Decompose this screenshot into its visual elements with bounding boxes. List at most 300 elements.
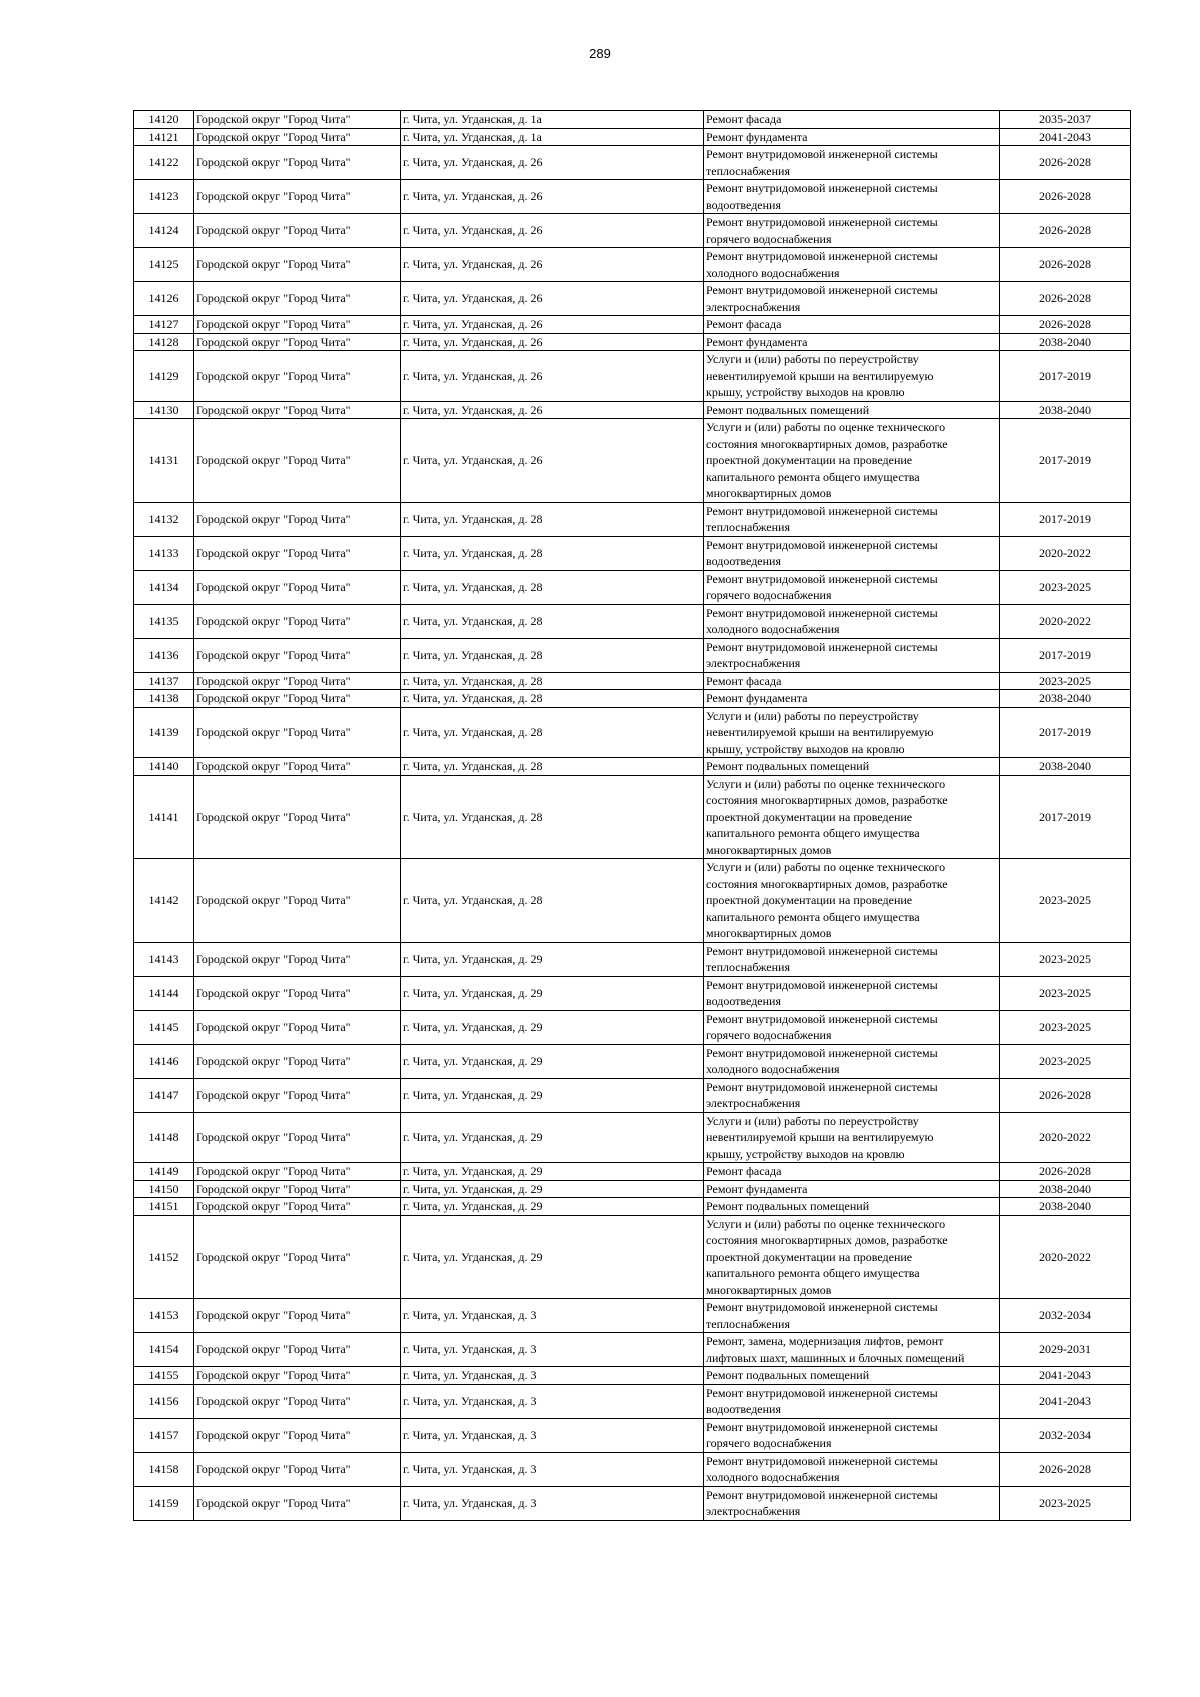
table-row — [134, 214, 1131, 248]
row-number-cell: 14143 — [134, 942, 194, 976]
work-type-line: электроснабжения — [706, 656, 801, 670]
municipality-cell: Городской округ "Город Чита" — [194, 638, 401, 672]
work-type-line: Услуги и (или) работы по оценке технического — [706, 860, 946, 874]
work-type-line: Ремонт внутридомовой инженерной системы — [706, 571, 938, 586]
municipality-cell: Городской округ "Город Чита" — [194, 111, 401, 129]
work-type-line: теплоснабжения — [706, 1316, 790, 1331]
table-row — [134, 638, 1131, 672]
work-type-line: состояния многоквартирных домов, разработке — [706, 436, 948, 451]
table-row — [134, 128, 1131, 146]
period-cell: 2026-2028 — [1000, 282, 1131, 316]
work-type-cell — [704, 282, 1000, 316]
work-type-line: Ремонт фасада — [706, 673, 782, 688]
work-type-line: Ремонт фундамента — [706, 129, 808, 144]
address-cell: г. Чита, ул. Угданская, д. 1а — [401, 111, 704, 129]
period-cell: 2023-2025 — [1000, 976, 1131, 1010]
work-type-line: Услуги и (или) работы по оценке технического — [706, 1216, 946, 1231]
row-number-cell: 14121 — [134, 128, 194, 146]
row-number-cell: 14147 — [134, 1078, 194, 1112]
row-number-cell: 14145 — [134, 1010, 194, 1044]
table-row — [134, 401, 1131, 419]
table-row — [134, 419, 1131, 503]
work-type-line: Ремонт внутридомовой инженерной системы — [706, 1300, 938, 1314]
address-cell: г. Чита, ул. Угданская, д. 26 — [401, 146, 704, 180]
work-type-line: холодного водоснабжения — [706, 265, 840, 280]
row-number-cell: 14129 — [134, 351, 194, 402]
address-cell: г. Чита, ул. Угданская, д. 26 — [401, 180, 704, 214]
row-number-cell: 14128 — [134, 333, 194, 351]
work-type-line: горячего водоснабжения — [706, 1436, 832, 1450]
work-type-line: Ремонт внутридомовой инженерной системы — [706, 181, 938, 195]
work-type-cell — [704, 1044, 1000, 1078]
municipality-cell: Городской округ "Город Чита" — [194, 128, 401, 146]
row-number-cell: 14127 — [134, 316, 194, 334]
address-cell: г. Чита, ул. Угданская, д. 28 — [401, 570, 704, 604]
row-number-cell: 14132 — [134, 502, 194, 536]
work-type-line: Ремонт фасада — [706, 1164, 782, 1178]
table-row — [134, 1010, 1131, 1044]
table-row — [134, 707, 1131, 758]
work-type-cell — [704, 690, 1000, 708]
municipality-cell: Городской округ "Город Чита" — [194, 1112, 401, 1163]
address-cell: г. Чита, ул. Угданская, д. 3 — [401, 1418, 704, 1452]
work-type-line: Ремонт внутридомовой инженерной системы — [706, 1385, 938, 1400]
table-row — [134, 1198, 1131, 1216]
work-type-line: проектной документации на проведение — [706, 893, 913, 907]
table-row — [134, 351, 1131, 402]
address-cell: г. Чита, ул. Угданская, д. 3 — [401, 1333, 704, 1367]
row-number-cell: 14158 — [134, 1452, 194, 1486]
work-type-cell — [704, 758, 1000, 776]
row-number-cell: 14159 — [134, 1486, 194, 1520]
work-type-line: Ремонт внутридомовой инженерной системы — [706, 249, 938, 263]
period-cell: 2023-2025 — [1000, 672, 1131, 690]
work-type-cell — [704, 1384, 1000, 1418]
work-type-line: невентилируемой крыши на вентилируемую — [706, 1130, 934, 1144]
work-type-cell — [704, 570, 1000, 604]
address-cell: г. Чита, ул. Угданская, д. 28 — [401, 604, 704, 638]
work-type-line: Ремонт внутридомовой инженерной системы — [706, 503, 938, 518]
work-type-line: горячего водоснабжения — [706, 231, 832, 246]
period-cell: 2020-2022 — [1000, 1112, 1131, 1163]
work-type-cell — [704, 775, 1000, 859]
table-row — [134, 758, 1131, 776]
address-cell: г. Чита, ул. Угданская, д. 28 — [401, 859, 704, 943]
period-cell: 2038-2040 — [1000, 1198, 1131, 1216]
work-type-line: Услуги и (или) работы по оценке технического — [706, 776, 946, 791]
table-row — [134, 1384, 1131, 1418]
address-cell: г. Чита, ул. Угданская, д. 28 — [401, 707, 704, 758]
municipality-cell: Городской округ "Город Чита" — [194, 1198, 401, 1216]
work-type-cell — [704, 180, 1000, 214]
work-type-line: холодного водоснабжения — [706, 1470, 840, 1484]
period-cell: 2041-2043 — [1000, 128, 1131, 146]
work-type-cell — [704, 604, 1000, 638]
work-type-line: Ремонт внутридомовой инженерной системы — [706, 977, 938, 992]
work-type-cell — [704, 146, 1000, 180]
work-type-line: Услуги и (или) работы по переустройству — [706, 352, 919, 366]
address-cell: г. Чита, ул. Угданская, д. 29 — [401, 976, 704, 1010]
work-type-line: крышу, устройству выходов на кровлю — [706, 1146, 905, 1161]
municipality-cell: Городской округ "Город Чита" — [194, 1215, 401, 1299]
table-row — [134, 1333, 1131, 1367]
period-cell: 2026-2028 — [1000, 1078, 1131, 1112]
row-number-cell: 14135 — [134, 604, 194, 638]
row-number-cell: 14148 — [134, 1112, 194, 1163]
table-row — [134, 775, 1131, 859]
work-type-cell — [704, 1180, 1000, 1198]
work-type-line: Услуги и (или) работы по переустройству — [706, 1113, 919, 1128]
row-number-cell: 14131 — [134, 419, 194, 503]
work-type-line: многоквартирных домов — [706, 1282, 832, 1297]
row-number-cell: 14136 — [134, 638, 194, 672]
address-cell: г. Чита, ул. Угданская, д. 26 — [401, 248, 704, 282]
work-type-line: Ремонт внутридомовой инженерной системы — [706, 639, 938, 654]
work-type-line: Ремонт внутридомовой инженерной системы — [706, 1079, 938, 1094]
work-type-line: Ремонт внутридомовой инженерной системы — [706, 1487, 938, 1502]
work-type-line: Ремонт внутридомовой инженерной системы — [706, 605, 938, 620]
row-number-cell: 14152 — [134, 1215, 194, 1299]
work-type-line: Услуги и (или) работы по переустройству — [706, 708, 919, 723]
work-type-line: водоотведения — [706, 197, 781, 212]
row-number-cell: 14157 — [134, 1418, 194, 1452]
municipality-cell: Городской округ "Город Чита" — [194, 1418, 401, 1452]
work-type-line: невентилируемой крыши на вентилируемую — [706, 368, 934, 383]
work-type-cell — [704, 1418, 1000, 1452]
table-row — [134, 111, 1131, 129]
municipality-cell: Городской округ "Город Чита" — [194, 419, 401, 503]
work-type-line: проектной документации на проведение — [706, 453, 913, 467]
work-type-line: теплоснабжения — [706, 163, 790, 178]
work-type-line: холодного водоснабжения — [706, 1062, 840, 1076]
row-number-cell: 14125 — [134, 248, 194, 282]
work-type-line: Ремонт внутридомовой инженерной системы — [706, 1011, 938, 1026]
address-cell: г. Чита, ул. Угданская, д. 28 — [401, 502, 704, 536]
municipality-cell: Городской округ "Город Чита" — [194, 1299, 401, 1333]
municipality-cell: Городской округ "Город Чита" — [194, 1180, 401, 1198]
work-type-line: теплоснабжения — [706, 960, 790, 974]
municipality-cell: Городской округ "Город Чита" — [194, 707, 401, 758]
address-cell: г. Чита, ул. Угданская, д. 26 — [401, 333, 704, 351]
row-number-cell: 14146 — [134, 1044, 194, 1078]
work-type-line: Ремонт фасада — [706, 317, 782, 331]
period-cell: 2038-2040 — [1000, 758, 1131, 776]
row-number-cell: 14144 — [134, 976, 194, 1010]
address-cell: г. Чита, ул. Угданская, д. 29 — [401, 1010, 704, 1044]
work-type-line: лифтовых шахт, машинных и блочных помещений — [706, 1350, 965, 1365]
row-number-cell: 14155 — [134, 1367, 194, 1385]
municipality-cell: Городской округ "Город Чита" — [194, 214, 401, 248]
work-type-line: многоквартирных домов — [706, 486, 832, 500]
work-type-line: Ремонт внутридомовой инженерной системы — [706, 1045, 938, 1060]
row-number-cell: 14124 — [134, 214, 194, 248]
work-type-cell — [704, 316, 1000, 334]
work-type-line: состояния многоквартирных домов, разработке — [706, 793, 948, 807]
period-cell: 2026-2028 — [1000, 248, 1131, 282]
municipality-cell: Городской округ "Город Чита" — [194, 536, 401, 570]
address-cell: г. Чита, ул. Угданская, д. 3 — [401, 1299, 704, 1333]
period-cell: 2038-2040 — [1000, 333, 1131, 351]
work-type-line: Ремонт внутридомовой инженерной системы — [706, 943, 938, 958]
table-body — [134, 111, 1131, 1521]
work-type-cell — [704, 248, 1000, 282]
work-type-line: Ремонт подвальных помещений — [706, 1199, 870, 1213]
municipality-cell: Городской округ "Город Чита" — [194, 401, 401, 419]
address-cell: г. Чита, ул. Угданская, д. 29 — [401, 1215, 704, 1299]
address-cell: г. Чита, ул. Угданская, д. 28 — [401, 672, 704, 690]
work-type-cell — [704, 128, 1000, 146]
work-type-cell — [704, 111, 1000, 129]
work-type-cell — [704, 976, 1000, 1010]
work-type-line: Ремонт подвальных помещений — [706, 1368, 870, 1382]
work-type-cell — [704, 1163, 1000, 1181]
work-type-line: Ремонт фундамента — [706, 1181, 808, 1196]
table-row — [134, 1112, 1131, 1163]
table-row — [134, 316, 1131, 334]
period-cell: 2038-2040 — [1000, 401, 1131, 419]
work-type-line: электроснабжения — [706, 1096, 801, 1110]
work-type-line: Ремонт фундамента — [706, 691, 808, 705]
address-cell: г. Чита, ул. Угданская, д. 1а — [401, 128, 704, 146]
work-type-cell — [704, 401, 1000, 419]
table-row — [134, 1299, 1131, 1333]
row-number-cell: 14149 — [134, 1163, 194, 1181]
work-type-cell — [704, 942, 1000, 976]
row-number-cell: 14122 — [134, 146, 194, 180]
address-cell: г. Чита, ул. Угданская, д. 28 — [401, 758, 704, 776]
work-type-cell — [704, 1010, 1000, 1044]
work-type-cell — [704, 1333, 1000, 1367]
table-row — [134, 1215, 1131, 1299]
municipality-cell: Городской округ "Город Чита" — [194, 1333, 401, 1367]
page-number: 289 — [589, 46, 611, 61]
work-type-line: электроснабжения — [706, 1504, 801, 1518]
row-number-cell: 14142 — [134, 859, 194, 943]
period-cell: 2017-2019 — [1000, 502, 1131, 536]
work-type-line: водоотведения — [706, 1402, 781, 1416]
table-row — [134, 672, 1131, 690]
municipality-cell: Городской округ "Город Чита" — [194, 248, 401, 282]
municipality-cell: Городской округ "Город Чита" — [194, 1163, 401, 1181]
work-type-line: капитального ремонта общего имущества — [706, 826, 920, 840]
address-cell: г. Чита, ул. Угданская, д. 28 — [401, 638, 704, 672]
work-type-cell — [704, 1486, 1000, 1520]
table-row — [134, 282, 1131, 316]
work-type-line: многоквартирных домов — [706, 926, 832, 940]
period-cell: 2032-2034 — [1000, 1299, 1131, 1333]
row-number-cell: 14151 — [134, 1198, 194, 1216]
address-cell: г. Чита, ул. Угданская, д. 26 — [401, 401, 704, 419]
period-cell: 2026-2028 — [1000, 316, 1131, 334]
table-row — [134, 690, 1131, 708]
period-cell: 2026-2028 — [1000, 1452, 1131, 1486]
period-cell: 2017-2019 — [1000, 775, 1131, 859]
period-cell: 2023-2025 — [1000, 570, 1131, 604]
period-cell: 2026-2028 — [1000, 180, 1131, 214]
table-row — [134, 333, 1131, 351]
work-type-cell — [704, 536, 1000, 570]
work-type-line: состояния многоквартирных домов, разработке — [706, 876, 948, 891]
work-type-line: Ремонт внутридомовой инженерной системы — [706, 1419, 938, 1434]
table-row — [134, 1486, 1131, 1520]
municipality-cell: Городской округ "Город Чита" — [194, 1452, 401, 1486]
address-cell: г. Чита, ул. Угданская, д. 26 — [401, 214, 704, 248]
municipality-cell: Городской округ "Город Чита" — [194, 180, 401, 214]
work-type-cell — [704, 638, 1000, 672]
work-type-cell — [704, 502, 1000, 536]
municipality-cell: Городской округ "Город Чита" — [194, 1078, 401, 1112]
work-type-cell — [704, 333, 1000, 351]
address-cell: г. Чита, ул. Угданская, д. 29 — [401, 1163, 704, 1181]
period-cell: 2026-2028 — [1000, 214, 1131, 248]
work-type-line: Услуги и (или) работы по оценке технического — [706, 420, 946, 434]
work-type-line: Ремонт фасада — [706, 112, 782, 126]
row-number-cell: 14154 — [134, 1333, 194, 1367]
municipality-cell: Городской округ "Город Чита" — [194, 333, 401, 351]
work-type-line: Ремонт подвальных помещений — [706, 759, 870, 773]
period-cell: 2038-2040 — [1000, 1180, 1131, 1198]
municipality-cell: Городской округ "Город Чита" — [194, 859, 401, 943]
municipality-cell: Городской округ "Город Чита" — [194, 1044, 401, 1078]
work-type-cell — [704, 419, 1000, 503]
work-type-line: проектной документации на проведение — [706, 809, 913, 824]
table-row — [134, 1163, 1131, 1181]
address-cell: г. Чита, ул. Угданская, д. 26 — [401, 316, 704, 334]
municipality-cell: Городской округ "Город Чита" — [194, 282, 401, 316]
address-cell: г. Чита, ул. Угданская, д. 29 — [401, 942, 704, 976]
municipality-cell: Городской округ "Город Чита" — [194, 976, 401, 1010]
municipality-cell: Городской округ "Город Чита" — [194, 316, 401, 334]
table-row — [134, 1452, 1131, 1486]
table-row — [134, 502, 1131, 536]
address-cell: г. Чита, ул. Угданская, д. 29 — [401, 1078, 704, 1112]
work-type-line: Ремонт, замена, модернизация лифтов, ремонт — [706, 1334, 944, 1348]
period-cell: 2020-2022 — [1000, 536, 1131, 570]
period-cell: 2023-2025 — [1000, 1010, 1131, 1044]
work-type-cell — [704, 1215, 1000, 1299]
municipality-cell: Городской округ "Город Чита" — [194, 758, 401, 776]
work-type-line: Ремонт внутридомовой инженерной системы — [706, 215, 938, 229]
address-cell: г. Чита, ул. Угданская, д. 3 — [401, 1486, 704, 1520]
work-type-line: Ремонт внутридомовой инженерной системы — [706, 283, 938, 297]
row-number-cell: 14140 — [134, 758, 194, 776]
work-type-line: проектной документации на проведение — [706, 1249, 913, 1264]
address-cell: г. Чита, ул. Угданская, д. 28 — [401, 536, 704, 570]
table-row — [134, 1078, 1131, 1112]
capital-repair-table — [133, 110, 1131, 1521]
period-cell: 2029-2031 — [1000, 1333, 1131, 1367]
period-cell: 2020-2022 — [1000, 604, 1131, 638]
work-type-cell — [704, 351, 1000, 402]
address-cell: г. Чита, ул. Угданская, д. 3 — [401, 1367, 704, 1385]
period-cell: 2017-2019 — [1000, 707, 1131, 758]
table-row — [134, 1180, 1131, 1198]
municipality-cell: Городской округ "Город Чита" — [194, 1367, 401, 1385]
address-cell: г. Чита, ул. Угданская, д. 26 — [401, 351, 704, 402]
work-type-cell — [704, 1112, 1000, 1163]
work-type-line: состояния многоквартирных домов, разработке — [706, 1233, 948, 1247]
period-cell: 2023-2025 — [1000, 942, 1131, 976]
table-row — [134, 859, 1131, 943]
row-number-cell: 14120 — [134, 111, 194, 129]
table-row — [134, 146, 1131, 180]
address-cell: г. Чита, ул. Угданская, д. 26 — [401, 282, 704, 316]
row-number-cell: 14141 — [134, 775, 194, 859]
period-cell: 2026-2028 — [1000, 1163, 1131, 1181]
work-type-line: холодного водоснабжения — [706, 622, 840, 636]
period-cell: 2017-2019 — [1000, 351, 1131, 402]
work-type-line: Ремонт внутридомовой инженерной системы — [706, 147, 938, 161]
row-number-cell: 14123 — [134, 180, 194, 214]
period-cell: 2032-2034 — [1000, 1418, 1131, 1452]
address-cell: г. Чита, ул. Угданская, д. 29 — [401, 1112, 704, 1163]
row-number-cell: 14133 — [134, 536, 194, 570]
work-type-cell — [704, 1198, 1000, 1216]
row-number-cell: 14150 — [134, 1180, 194, 1198]
address-cell: г. Чита, ул. Угданская, д. 3 — [401, 1452, 704, 1486]
address-cell: г. Чита, ул. Угданская, д. 28 — [401, 690, 704, 708]
work-type-cell — [704, 1078, 1000, 1112]
period-cell: 2041-2043 — [1000, 1384, 1131, 1418]
work-type-line: капитального ремонта общего имущества — [706, 909, 920, 924]
row-number-cell: 14134 — [134, 570, 194, 604]
municipality-cell: Городской округ "Город Чита" — [194, 690, 401, 708]
work-type-line: теплоснабжения — [706, 520, 790, 534]
work-type-cell — [704, 214, 1000, 248]
row-number-cell: 14156 — [134, 1384, 194, 1418]
row-number-cell: 14138 — [134, 690, 194, 708]
table-row — [134, 180, 1131, 214]
work-type-line: горячего водоснабжения — [706, 588, 832, 602]
municipality-cell: Городской округ "Город Чита" — [194, 502, 401, 536]
table-row — [134, 1367, 1131, 1385]
table-row — [134, 536, 1131, 570]
row-number-cell: 14137 — [134, 672, 194, 690]
address-cell: г. Чита, ул. Угданская, д. 26 — [401, 419, 704, 503]
table-row — [134, 570, 1131, 604]
work-type-line: Ремонт фундамента — [706, 334, 808, 349]
municipality-cell: Городской округ "Город Чита" — [194, 351, 401, 402]
work-type-cell — [704, 1452, 1000, 1486]
period-cell: 2023-2025 — [1000, 1486, 1131, 1520]
municipality-cell: Городской округ "Город Чита" — [194, 1010, 401, 1044]
work-type-cell — [704, 1367, 1000, 1385]
work-type-line: Ремонт внутридомовой инженерной системы — [706, 537, 938, 552]
period-cell: 2023-2025 — [1000, 1044, 1131, 1078]
period-cell: 2041-2043 — [1000, 1367, 1131, 1385]
municipality-cell: Городской округ "Город Чита" — [194, 570, 401, 604]
work-type-cell — [704, 672, 1000, 690]
table-row — [134, 1418, 1131, 1452]
work-type-cell — [704, 1299, 1000, 1333]
municipality-cell: Городской округ "Город Чита" — [194, 672, 401, 690]
address-cell: г. Чита, ул. Угданская, д. 29 — [401, 1198, 704, 1216]
address-cell: г. Чита, ул. Угданская, д. 28 — [401, 775, 704, 859]
work-type-line: Ремонт подвальных помещений — [706, 402, 870, 417]
period-cell: 2026-2028 — [1000, 146, 1131, 180]
table-row — [134, 942, 1131, 976]
period-cell: 2017-2019 — [1000, 638, 1131, 672]
work-type-line: невентилируемой крыши на вентилируемую — [706, 725, 934, 739]
municipality-cell: Городской округ "Город Чита" — [194, 942, 401, 976]
work-type-line: капитального ремонта общего имущества — [706, 1266, 920, 1280]
row-number-cell: 14130 — [134, 401, 194, 419]
table-row — [134, 1044, 1131, 1078]
row-number-cell: 14139 — [134, 707, 194, 758]
municipality-cell: Городской округ "Город Чита" — [194, 1486, 401, 1520]
work-type-line: водоотведения — [706, 994, 781, 1008]
work-type-line: электроснабжения — [706, 299, 801, 314]
